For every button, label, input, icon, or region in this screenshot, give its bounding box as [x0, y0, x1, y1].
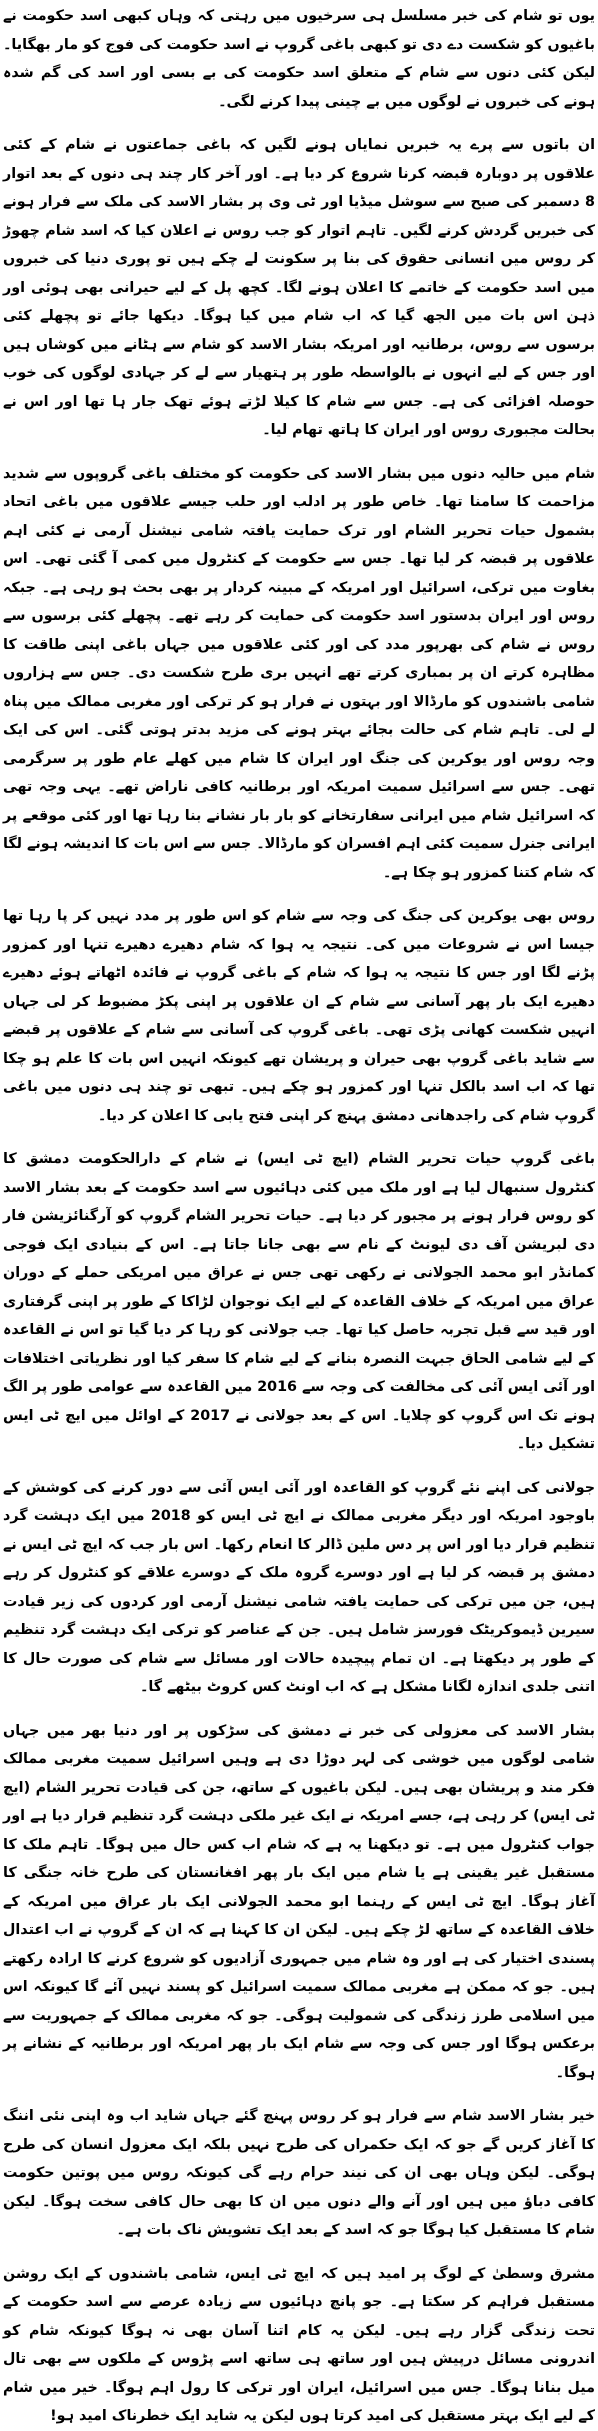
- article-paragraph-2: ان باتوں سے پرے یہ خبریں نمایاں ہونے لگیں کہ باغی جماعتوں نے شام کے کئی علاقوں پر دوبارہ قبضہ کرنا شروع کر دیا ہے۔ اور آخر کار چند ہی دنوں کے بعد اتوار 8 دسمبر کی صبح سے سوشل میڈیا اور ٹی وی پر بشار الاسد کی ملک سے فرار ہونے کی خبریں گردش کرنے لگیں۔ تاہم اتوار کو جب روس نے اعلان کیا کہ اسد شام چھوڑ کر روس میں انسانی حقوق کی بنا پر سکونت لے چکے ہیں تو پوری دنیا کی خبروں میں اسد حکومت کے خاتمے کا اعلان ہونے لگا۔ کچھ پل کے لیے حیرانی بھی ہوئی اور ذہن اس بات میں الجھ گیا کہ اب شام میں کیا ہوگا۔ دیکھا جائے تو پچھلے کئی برسوں سے روس، برطانیہ اور امریکہ بشار الاسد کو شام سے ہٹانے میں کوشاں ہیں اور جس کے لیے انہوں نے بالواسطہ طور پر ہتھیار سے لے کر جہادی لوگوں کی خوب حوصلہ افزائی کی ہے۔ جس سے شام کا کیلا لڑتے ہوئے تھک جار ہا تھا اور اس نے بحالت مجبوری روس اور ایران کا ہاتھ تھام لیا۔: [3, 137, 595, 438]
- article-paragraph-7: بشار الاسد کی معزولی کی خبر نے دمشق کی سڑکوں پر اور دنیا بھر میں جہاں شامی لوگوں میں خوشی کی لہر دوڑا دی ہے وہیں اسرائیل سمیت مغربی ممالک فکر مند و پریشان بھی ہیں۔ لیکن باغیوں کے ساتھ، جن کی قیادت تحریر الشام (ایچ ٹی ایس) کر رہی ہے، جسے امریکہ نے ایک غیر ملکی دہشت گرد تنظیم قرار دیا ہے اور جواب کنٹرول میں ہے۔ تو دیکھنا یہ ہے کہ شام اب کس حال میں ہوگا۔ تاہم ملک کا مستقبل غیر یقینی ہے یا شام میں ایک بار پھر افغانستان کی طرح خانہ جنگی کا آغاز ہوگا۔ ایچ ٹی ایس کے رہنما ابو محمد الجولانی ایک بار عراق میں امریکہ کے خلاف القاعدہ کے ساتھ لڑ چکے ہیں۔ لیکن ان کا کہنا ہے کہ ان کے گروپ نے اب اعتدال پسندی اختیار کی ہے اور وہ شام میں جمہوری آزادیوں کو شروع کرنے کا ارادہ رکھتے ہیں۔ جو کہ ممکن ہے مغربی ممالک سمیت اسرائیل کو پسند نہیں آئے گا کیونکہ اس میں اسلامی طرز زندگی کی شمولیت ہوگی۔ جو کہ مغربی ممالک کے جمہوریت سے برعکس ہوگا اور جس کی وجہ سے شام ایک بار پھر امریکہ اور برطانیہ کے نشانے پر ہوگا۔: [3, 1722, 595, 2081]
- article-paragraph-3: شام میں حالیہ دنوں میں بشار الاسد کی حکومت کو مختلف باغی گروپوں سے شدید مزاحمت کا سامنا تھا۔ خاص طور پر ادلب اور حلب جیسے علاقوں میں باغی اتحاد بشمول حیات تحریر الشام اور ترک حمایت یافتہ شامی نیشنل آرمی نے کئی اہم علاقوں پر قبضہ کر لیا تھا۔ جس سے حکومت کے کنٹرول میں کمی آ گئی تھی۔ اس بغاوت میں ترکی، اسرائیل اور امریکہ کے مبینہ کردار پر بھی بحث ہو رہی ہے۔ جبکہ روس اور ایران بدستور اسد حکومت کی حمایت کر رہے تھے۔ پچھلے کئی برسوں سے روس نے شام کی بھرپور مدد کی اور کئی علاقوں میں جہاں باغی اپنی طاقت کا مظاہرہ کرتے ان پر بمباری کرتے تھے انہیں بری طرح شکست دی۔ جس سے ہزاروں شامی باشندوں کو مارڈالا اور بہتوں نے فرار ہو کر ترکی اور مغربی ممالک میں پناہ لے لی۔ تاہم شام کی حالت بجائے بہتر ہونے کی مزید بدتر ہوتی گئی۔ اس کی ایک وجہ روس اور یوکرین کی جنگ اور ایران کا شام میں کھلے عام طور پر سرگرمی تھی۔ جس سے اسرائیل سمیت امریکہ اور برطانیہ کافی ناراض تھے۔ یہی وجہ تھی کہ اسرائیل شام میں ایرانی سفارتخانے کو بار بار نشانے بنا رہا تھا اور کئی موقعے پر ایرانی جنرل سمیت کئی اہم افسران کو مارڈالا۔ جس سے اس بات کا اندیشہ ہونے لگا کہ شام کتنا کمزور ہو چکا ہے۔: [3, 465, 595, 881]
- article-paragraph-8: خیر بشار الاسد شام سے فرار ہو کر روس پہنچ گئے جہاں شاید اب وہ اپنی نئی اننگ کا آغاز کریں گے جو کہ ایک حکمراں کی طرح نہیں بلکہ ایک معزول انسان کی طرح ہوگی۔ لیکن وہاں بھی ان کی نیند حرام رہے گی کیونکہ روس میں پوتین حکومت کافی دباؤ میں ہیں اور آنے والے دنوں میں ان کا بھی حال کافی سخت ہوگا۔ لیکن شام کا مستقبل کیا ہوگا جو کہ اسد کے بعد ایک تشویش ناک بات ہے۔: [3, 2108, 595, 2238]
- article-paragraph-9: مشرق وسطیٰ کے لوگ پر امید ہیں کہ ایچ ٹی ایس، شامی باشندوں کے ایک روشن مستقبل فراہم کر سکتا ہے۔ جو پانچ دہائیوں سے زیادہ عرصے سے اسد حکومت کے تحت زندگی گزار رہے ہیں۔ لیکن یہ کام اتنا آسان بھی نہ ہوگا کیونکہ شام کو اندرونی مسائل درپیش ہیں اور ساتھ ہی ساتھ اسے پڑوس کے ملکوں سے بھی تال میل بنانا ہوگا۔ جس میں اسرائیل، ایران اور ترکی کا رول اہم ہوگا۔ خیر میں شام کے لیے ایک بہتر مستقبل کی امید کرتا ہوں لیکن یہ شاید ایک خطرناک امید ہو!: [3, 2265, 595, 2424]
- article-paragraph-5: باغی گروپ حیات تحریر الشام (ایچ ٹی ایس) نے شام کے دارالحکومت دمشق کا کنٹرول سنبھال لیا ہے اور ملک میں کئی دہائیوں سے اسد حکومت کے بعد بشار الاسد کو روس فرار ہونے پر مجبور کر دیا ہے۔ حیات تحریر الشام گروپ کو آرگنائزیشن فار دی لبریشن آف دی لیونٹ کے نام سے بھی جانا جاتا ہے۔ اس کے بنیادی ایک فوجی کمانڈر ابو محمد الجولانی نے رکھی تھی جس نے عراق میں امریکی حملے کے دوران عراق میں امریکہ کے خلاف القاعدہ کے لیے ایک نوجوان لڑاکا کے طور پر اپنی گرفتاری اور قید سے قبل تجربہ حاصل کیا تھا۔ جب جولانی کو رہا کر دیا گیا تو اس نے القاعدہ کے لیے شامی الحاق جبہت النصرہ بنانے کے لیے شام کا سفر کیا اور نظریاتی اختلافات اور آئی ایس آئی کی مخالفت کی وجہ سے 2016 میں القاعدہ سے عوامی طور پر الگ ہونے تک اس گروپ کو چلایا۔ اس کے بعد جولانی نے 2017 کے اوائل میں ایچ ٹی ایس تشکیل دیا۔: [3, 1151, 596, 1452]
- article-paragraph-6: جولانی کی اپنے نئے گروپ کو القاعدہ اور آئی ایس آئی سے دور کرنے کی کوشش کے باوجود امریکہ اور دیگر مغربی ممالک نے ایچ ٹی ایس کو 2018 میں ایک دہشت گرد تنظیم قرار دیا اور اس پر دس ملین ڈالر کا انعام رکھا۔ اس بار جب کہ ایچ ٹی ایس نے دمشق پر قبضہ کر لیا ہے اور دوسرے گروہ ملک کے دوسرے علاقے کو کنٹرول کر رہے ہیں، جن میں ترکی کی حمایت یافتہ شامی نیشنل آرمی اور کردوں کی زیر قیادت سیرین ڈیموکریٹک فورسز شامل ہیں۔ جن کے عناصر کو ترکی ایک دہشت گرد تنظیم کے طور پر دیکھتا ہے۔ ان تمام پیچیدہ حالات اور مسائل سے شام کی صورت حال کا اتنی جلدی اندازہ لگانا مشکل ہے کہ اب اونٹ کس کروٹ بیٹھے گا۔: [3, 1479, 595, 1695]
- article-paragraph-4: روس بھی یوکرین کی جنگ کی وجہ سے شام کو اس طور پر مدد نہیں کر پا رہا تھا جیسا اس نے شروعات میں کی۔ نتیجہ یہ ہوا کہ شام دھیرے دھیرے تنہا اور کمزور پڑنے لگا اور جس کا نتیجہ یہ ہوا کہ شام کے باغی گروپ نے فائدہ اٹھاتے ہوئے دھیرے دھیرے ایک بار پھر آسانی سے شام کے ان علاقوں پر اپنی پکڑ مضبوط کر لی جہاں انہیں شکست کھانی پڑی تھی۔ باغی گروپ کی آسانی سے شام کے علاقوں پر قبضے سے شاید باغی گروپ بھی حیران و پریشان تھے کیونکہ انہیں اس بات کا علم ہو چکا تھا کہ اب اسد بالکل تنہا اور کمزور ہو چکے ہیں۔ تبھی تو چند ہی دنوں میں باغی گروپ شام کی راجدھانی دمشق پہنچ کر اپنی فتح یابی کا اعلان کر دیا۔: [3, 908, 595, 1124]
- article-paragraph-1: یوں تو شام کی خبر مسلسل ہی سرخیوں میں رہتی کہ وہاں کبھی اسد حکومت نے باغیوں کو شکست دے دی تو کبھی باغی گروپ نے اسد حکومت کی فوج کو مار بھگایا۔ لیکن کئی دنوں سے شام کے متعلق اسد حکومت کی بے بسی اور اسد کی گم شدہ ہونے کی خبروں نے لوگوں میں بے چینی پیدا کرنے لگی۔: [3, 8, 595, 110]
